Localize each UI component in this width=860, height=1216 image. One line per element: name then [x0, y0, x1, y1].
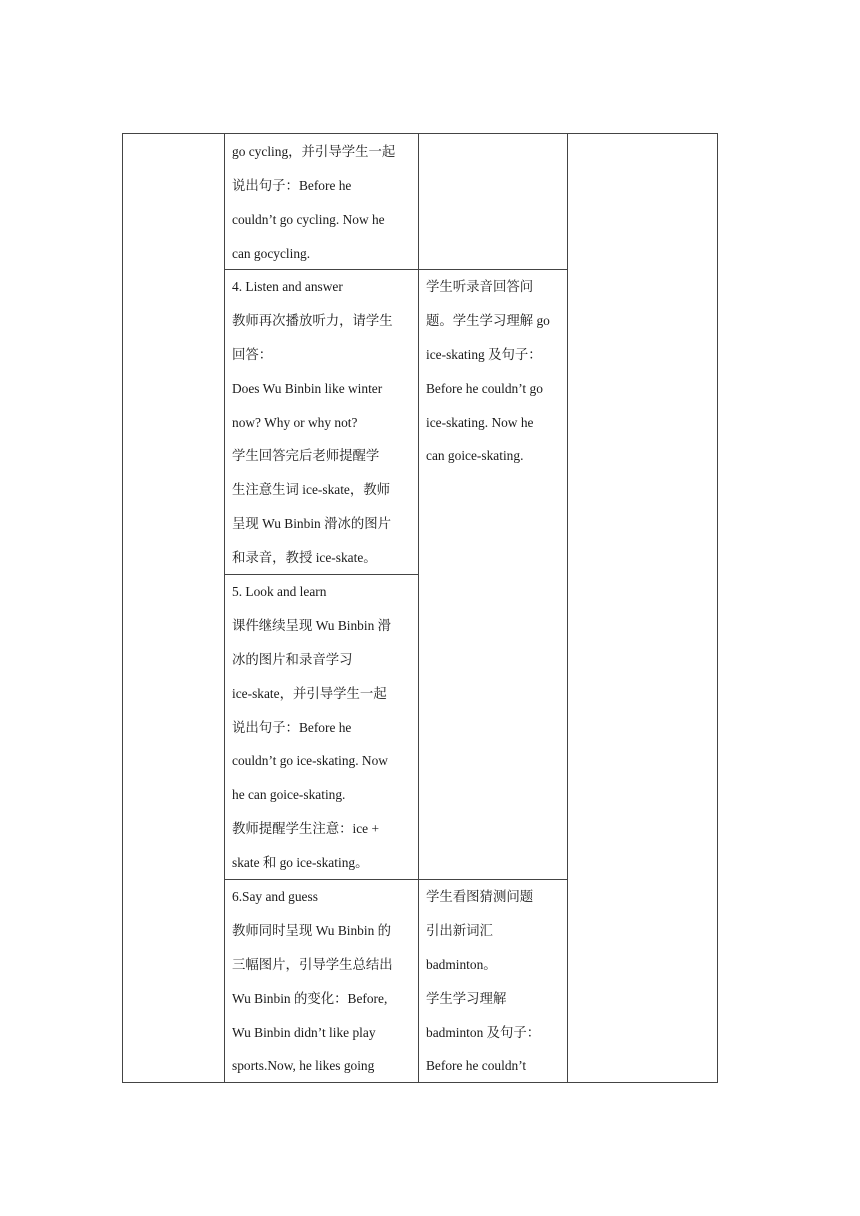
activity-heading: 4. Listen and answer: [232, 279, 343, 294]
activity-heading: 5. Look and learn: [232, 584, 327, 599]
student-line: 学生看图猜测问题: [426, 889, 534, 904]
student-line: ice-skating 及句子：: [426, 346, 542, 362]
activity-line: 教师提醒学生注意：ice +: [232, 821, 380, 837]
activity-line: 课件继续呈现 Wu Binbin 滑: [232, 617, 392, 633]
activity-line: he can goice-skating.: [232, 787, 346, 803]
activity-line: 和录音，教授 ice-skate。: [232, 550, 377, 566]
activity-line: couldn’t go cycling. Now he: [232, 211, 385, 227]
table-border-left: [122, 133, 123, 1083]
activity-line: Does Wu Binbin like winter: [232, 380, 383, 396]
student-line: ice-skating. Now he: [426, 414, 534, 430]
activity-cell-row1: [232, 135, 412, 271]
activity-line: 说出句子：Before he: [232, 177, 352, 193]
activity-line: skate 和 go ice-skating。: [232, 855, 369, 871]
student-line: badminton。: [426, 956, 497, 972]
activity-heading: 6.Say and guess: [232, 889, 318, 904]
table-border-bottom: [122, 1082, 718, 1083]
table-divider-3: [567, 133, 568, 1083]
activity-line: now? Why or why not?: [232, 414, 358, 430]
activity-line: 回答：: [232, 346, 273, 362]
activity-line: 生注意生词 ice-skate，教师: [232, 482, 391, 498]
student-cell-row4: [426, 880, 562, 1083]
activity-cell-row3: [232, 575, 412, 880]
table-divider-2: [418, 133, 419, 1083]
lesson-plan-table: [122, 133, 718, 1083]
student-line: 引出新词汇: [426, 922, 493, 938]
student-line: Before he couldn’t go: [426, 380, 543, 396]
table-border-right: [717, 133, 718, 1083]
activity-line: 呈现 Wu Binbin 滑冰的图片: [232, 516, 392, 532]
activity-cell-row4: [232, 880, 412, 1083]
student-line: can goice-skating.: [426, 448, 524, 464]
student-line: badminton 及句子：: [426, 1024, 541, 1040]
activity-line: Wu Binbin didn’t like play: [232, 1024, 376, 1040]
activity-line: 冰的图片和录音学习: [232, 651, 353, 667]
activity-line: can gocycling.: [232, 245, 311, 261]
student-cell-row2: [426, 270, 562, 473]
activity-line: couldn’t go ice-skating. Now: [232, 753, 388, 769]
activity-line: ice-skate，并引导学生一起: [232, 685, 387, 701]
activity-line: 教师再次播放听力，请学生: [232, 312, 393, 328]
student-line: Before he couldn’t: [426, 1058, 527, 1074]
activity-line: 学生回答完后老师提醒学: [232, 448, 380, 464]
activity-line: 教师同时呈现 Wu Binbin 的: [232, 922, 392, 938]
activity-line: 三幅图片，引导学生总结出: [232, 956, 393, 972]
activity-line: Wu Binbin 的变化：Before,: [232, 990, 388, 1006]
activity-line: 说出句子：Before he: [232, 719, 352, 735]
activity-cell-row2: [232, 270, 412, 575]
student-line: 学生听录音回答问: [426, 279, 534, 294]
table-divider-1: [224, 133, 225, 1083]
student-line: 学生学习理解: [426, 990, 507, 1006]
activity-line: go cycling，并引导学生一起: [232, 144, 396, 159]
student-line: 题。学生学习理解 go: [426, 312, 550, 328]
table-border-top: [122, 133, 718, 134]
activity-line: sports.Now, he likes going: [232, 1058, 375, 1074]
